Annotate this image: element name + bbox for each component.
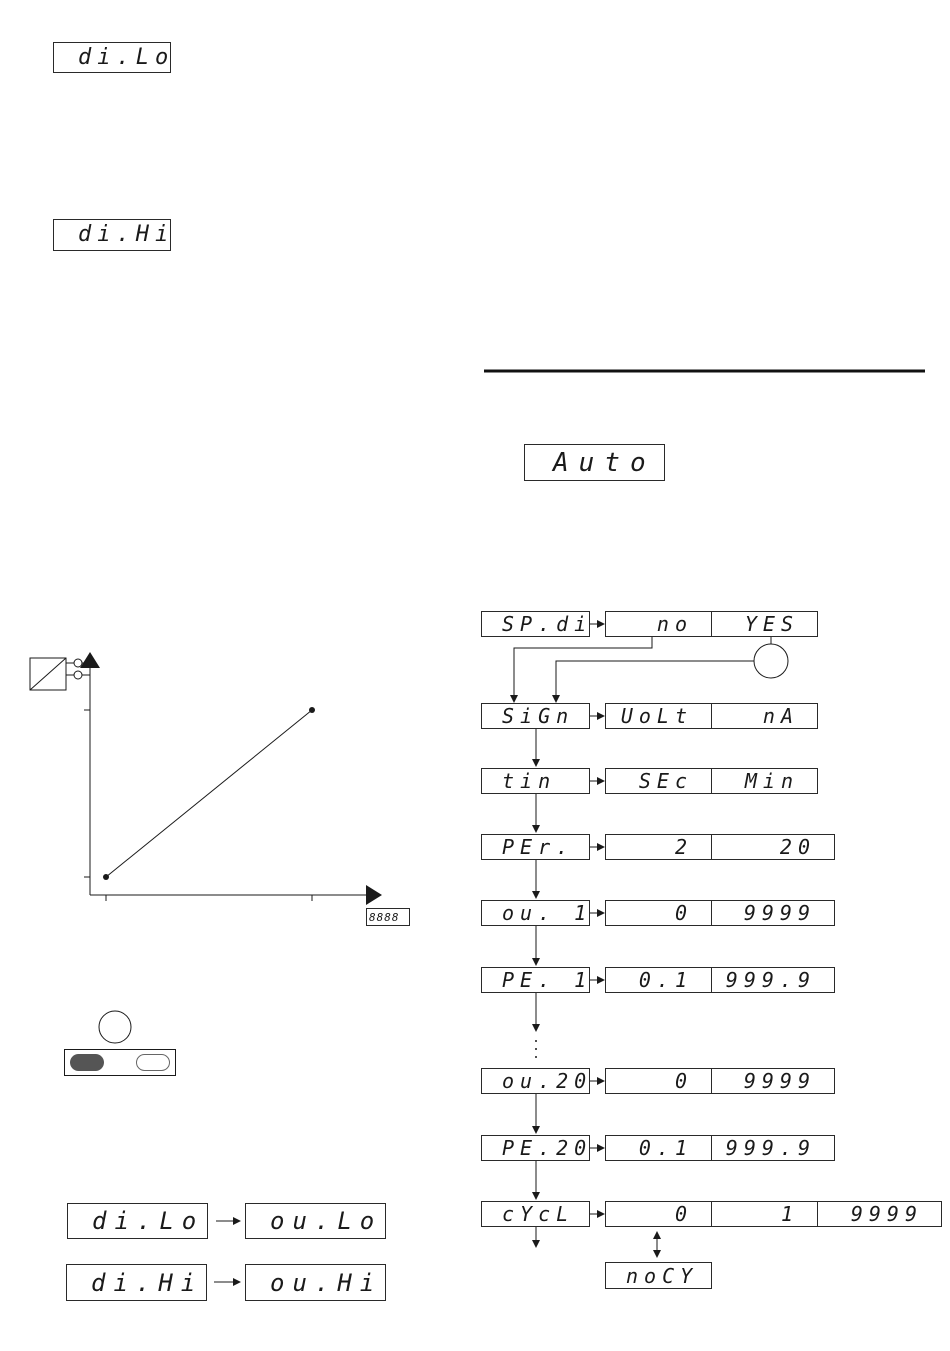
option-ou1-max: 9999 bbox=[712, 900, 835, 926]
option-min: Min bbox=[712, 768, 818, 794]
option-cycl-1: 1 bbox=[712, 1201, 818, 1227]
param-time: tin bbox=[481, 768, 590, 794]
option-per-min: 2 bbox=[605, 834, 712, 860]
param-cycl: cYcL bbox=[481, 1201, 590, 1227]
option-ou20-min: 0 bbox=[605, 1068, 712, 1094]
param-pe-1: PE. 1 bbox=[481, 967, 590, 993]
switch-on-pill bbox=[70, 1054, 104, 1071]
param-per: PEr. bbox=[481, 834, 590, 860]
map-from-di-lo: di.Lo bbox=[67, 1203, 208, 1239]
ellipsis-dots bbox=[535, 1040, 537, 1058]
option-per-max: 20 bbox=[712, 834, 835, 860]
param-sign: SiGn bbox=[481, 703, 590, 729]
option-yes: YES bbox=[712, 611, 818, 637]
map-to-ou-hi: ou.Hi bbox=[245, 1264, 386, 1301]
option-sec: SEc bbox=[605, 768, 712, 794]
switch-off-pill bbox=[136, 1054, 170, 1071]
option-volt: UoLt bbox=[605, 703, 712, 729]
graph-line bbox=[103, 707, 315, 880]
option-pe1-min: 0.1 bbox=[605, 967, 712, 993]
display-di-lo: di.Lo bbox=[53, 42, 171, 73]
option-pe1-max: 999.9 bbox=[712, 967, 835, 993]
option-ma: nA bbox=[712, 703, 818, 729]
sensor-symbol bbox=[30, 658, 90, 690]
display-8888: 8888 bbox=[366, 908, 410, 926]
switch-button-circle bbox=[99, 1011, 131, 1043]
display-auto: Auto bbox=[524, 444, 665, 481]
display-nocy: noCY bbox=[605, 1262, 712, 1289]
map-from-di-hi: di.Hi bbox=[66, 1264, 207, 1301]
map-to-ou-lo: ou.Lo bbox=[245, 1203, 386, 1239]
param-sp-di: SP.di bbox=[481, 611, 590, 637]
option-cycl-9999: 9999 bbox=[818, 1201, 942, 1227]
display-di-hi: di.Hi bbox=[53, 219, 171, 251]
param-ou-20: ou.20 bbox=[481, 1068, 590, 1094]
graph-axes bbox=[80, 652, 382, 905]
yes-circle bbox=[754, 644, 788, 678]
option-cycl-0: 0 bbox=[605, 1201, 712, 1227]
option-ou1-min: 0 bbox=[605, 900, 712, 926]
option-no: no bbox=[605, 611, 712, 637]
param-pe-20: PE.20 bbox=[481, 1135, 590, 1161]
option-ou20-max: 9999 bbox=[712, 1068, 835, 1094]
option-pe20-min: 0.1 bbox=[605, 1135, 712, 1161]
option-pe20-max: 999.9 bbox=[712, 1135, 835, 1161]
param-ou-1: ou. 1 bbox=[481, 900, 590, 926]
